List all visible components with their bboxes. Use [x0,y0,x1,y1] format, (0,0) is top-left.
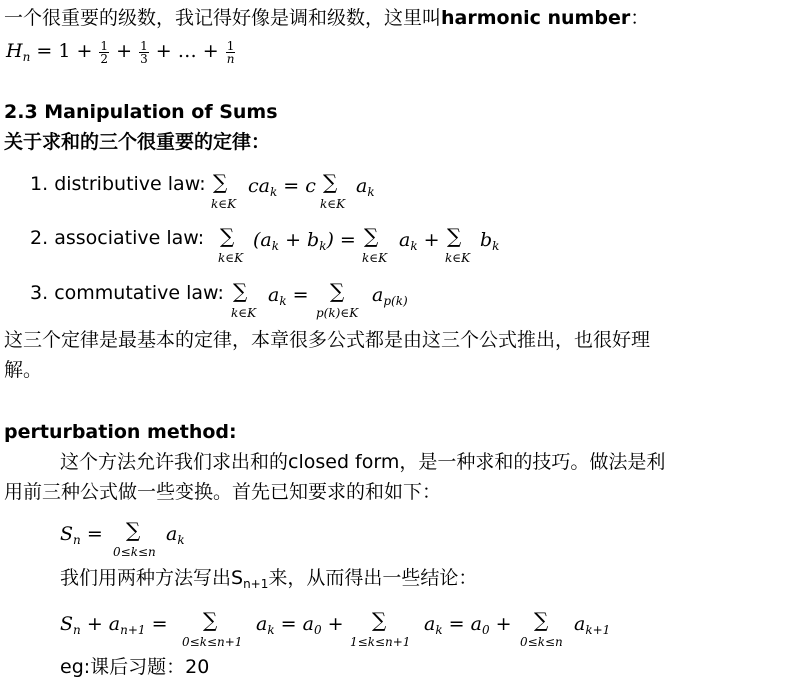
formula-subscript: k [319,239,327,253]
perturbation-heading: perturbation method: [4,421,237,443]
formula-symbol: S [60,613,74,635]
distributive-formula [210,166,410,216]
sigma-symbol: ∑ [213,170,228,194]
formula-operator: + [495,613,512,635]
sum-limit: k∈K [320,197,346,211]
two-ways-text: 我们用两种方法写出S [60,567,244,589]
section-subheading: 关于求和的三个很重要的定律： [4,131,271,153]
fraction-denominator: 2 [100,51,109,66]
formula-subscript: k [279,294,287,308]
sum-limit: k∈K [362,251,388,265]
formula-subscript: k [271,239,280,253]
sigma-symbol: ∑ [220,224,235,248]
sum-limit: 0≤k≤n+1 [182,635,243,649]
formula-operator: = [292,284,309,306]
fraction-numerator: 1 [226,38,235,53]
formula-term: a [372,284,384,306]
sn-plus-one-formula [60,604,640,656]
formula-subscript: p(k) [383,294,408,308]
formula-operator: + [423,229,440,251]
sigma-symbol: ∑ [372,608,387,632]
sigma-symbol: ∑ [447,224,462,248]
formula-subscript: n+1 [120,623,146,637]
formula-term: (a [253,229,272,251]
formula-subscript: 0 [481,623,490,637]
sigma-symbol: ∑ [126,518,141,542]
formula-operator: = [86,523,103,545]
associative-formula [217,220,517,270]
sigma-symbol: ∑ [534,608,549,632]
perturbation-line-2: 用前三种公式做一些变换。首先已知要求的和如下： [4,481,442,503]
formula-term: a [356,175,368,197]
formula-operator: + … + [155,40,219,62]
formula-subscript: k [435,623,443,637]
intro-colon: ： [630,7,650,29]
formula-subscript: k [492,239,500,253]
two-ways-subscript: n+1 [243,577,269,591]
formula-term: = a [280,613,314,635]
perturbation-line-1: 这个方法允许我们求出和的closed form，是一种求和的技巧。做法是利 [60,451,666,473]
fraction-denominator: 3 [140,51,148,66]
two-ways-line [60,566,477,596]
formula-term: + a [86,613,121,635]
formula-operator: + [327,613,344,635]
sigma-symbol: ∑ [364,224,379,248]
sum-limit: k∈K [231,306,257,320]
section-heading: 2.3 Manipulation of Sums [4,101,278,123]
summary-line-1: 这三个定律是最基本的定律，本章很多公式都是由这三个公式推出，也很好理 [4,329,651,351]
formula-term: a [424,613,436,635]
formula-term: + b [279,229,320,251]
summary-line-2: 解。 [4,359,43,381]
formula-subscript: k+1 [585,623,611,637]
formula-operator: + [116,40,133,62]
fraction-third [139,40,149,65]
formula-operator: = 1 + [36,40,93,62]
fraction-numerator: 1 [100,38,109,53]
two-ways-text: 来，从而得出一些结论： [268,567,478,589]
sigma-symbol: ∑ [330,279,345,303]
formula-subscript: n [22,50,31,64]
harmonic-number-term: harmonic number [441,7,631,29]
list-number: 2. [30,227,49,249]
law-label: commutative law: [54,282,224,304]
law-item-distributive [30,172,206,196]
formula-term: a [399,229,411,251]
fraction-denominator: n [226,51,235,66]
formula-term: a [268,284,280,306]
sigma-symbol: ∑ [233,279,248,303]
formula-subscript: n [73,623,81,637]
formula-symbol: H [6,40,23,62]
sum-limit: 0≤k≤n [113,545,156,559]
formula-operator: = [151,613,168,635]
formula-term: = a [448,613,482,635]
example-line: eg:课后习题：20 [60,656,210,678]
sn-definition-formula [60,514,260,566]
formula-term: ca [248,175,270,197]
formula-operator: = c [283,175,316,197]
sum-limit: k∈K [445,251,471,265]
formula-subscript: 0 [313,623,322,637]
formula-subscript: n [73,533,81,547]
fraction-half [99,40,109,65]
formula-subscript: k [367,185,375,199]
formula-subscript: k [267,623,275,637]
commutative-formula [230,275,430,327]
sum-limit: k∈K [218,251,244,265]
formula-term: a [574,613,586,635]
formula-subscript: k [410,239,418,253]
formula-term: a [166,523,178,545]
list-number: 1. [30,173,49,195]
intro-line [4,6,649,30]
fraction-numerator: 1 [140,38,148,53]
fraction-one-over-n [226,40,236,65]
sum-limit: 0≤k≤n [520,635,563,649]
formula-term: b [480,229,493,251]
formula-subscript: k [177,533,185,547]
law-item-commutative [30,281,224,305]
sum-limit: p(k)∈K [316,306,359,320]
law-label: associative law: [54,227,205,249]
law-item-associative [30,226,204,250]
sum-limit: 1≤k≤n+1 [350,635,411,649]
sigma-symbol: ∑ [203,608,218,632]
harmonic-formula [6,36,236,72]
sum-limit: k∈K [211,197,237,211]
formula-term: a [256,613,268,635]
formula-subscript: k [269,185,278,199]
formula-symbol: S [60,523,74,545]
formula-operator: ) = [326,229,356,251]
intro-text: 一个很重要的级数，我记得好像是调和级数，这里叫 [4,7,442,29]
sigma-symbol: ∑ [323,170,338,194]
list-number: 3. [30,282,49,304]
law-label: distributive law: [54,173,206,195]
